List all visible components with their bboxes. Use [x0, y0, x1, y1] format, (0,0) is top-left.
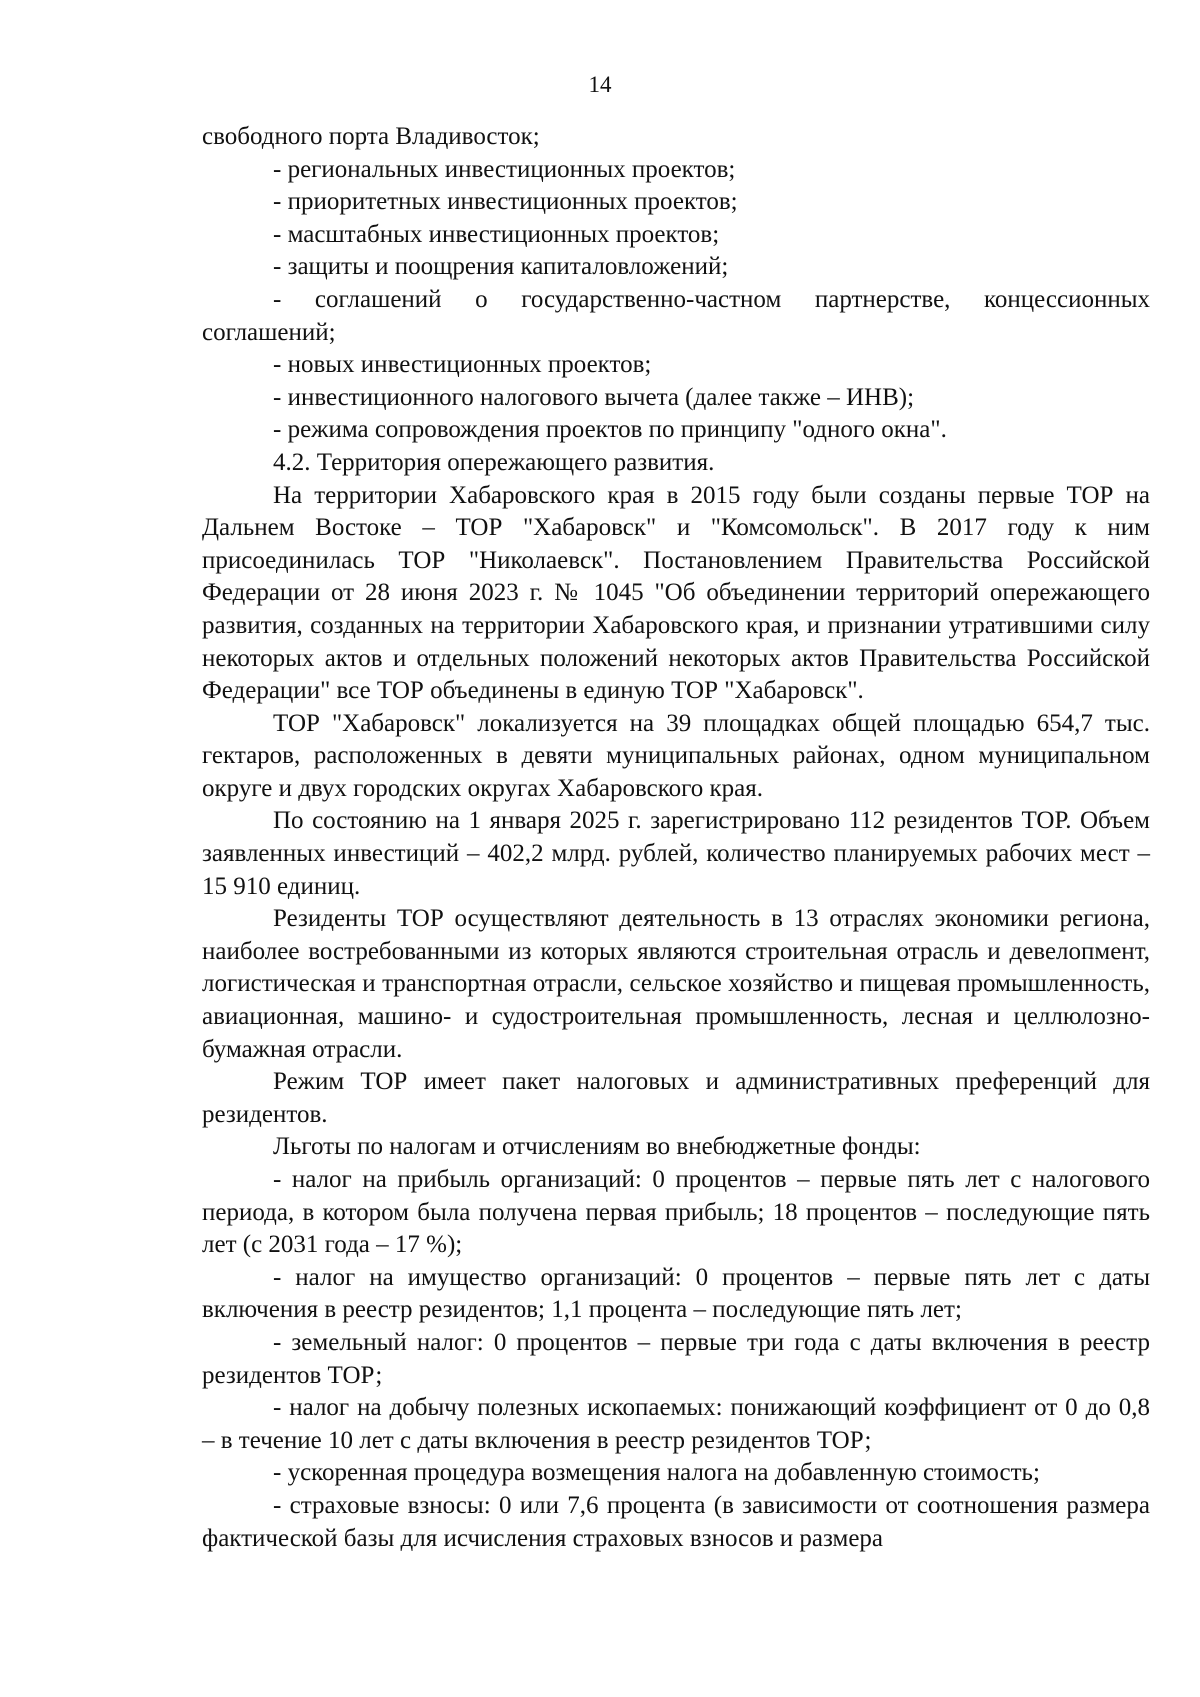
list-item: - режима сопровождения проектов по принципу "одного окна".: [273, 416, 947, 444]
list-item: - страховые взносы: 0 или 7,6 процента (в зависимости от соотношения размера фактической базы для исчисления страховых взносов и размера: [202, 1491, 1150, 1552]
document-body: [202, 121, 1150, 1555]
paragraph: свободного порта Владивосток;: [202, 123, 540, 150]
list-item: - ускоренная процедура возмещения налога на добавленную стоимость;: [273, 1459, 1040, 1487]
paragraph: По состоянию на 1 января 2025 г. зарегистрировано 112 резидентов ТОР. Объем заявленных инвестиций – 402,2 млрд. рублей, количество планируемых рабочих мест – 15 910 единиц.: [202, 807, 1150, 900]
paragraph: На территории Хабаровского края в 2015 году были созданы первые ТОР на Дальнем Востоке – ТОР "Хабаровск" и "Комсомольск". В 2017 году к ним присоединилась ТОР "Николаевск". Постановлением Правительства Российской Федерации от 28 июня 2023 г. № 1045 "Об объединении территорий опережающего развития, созданных на территории Хабаровского края, и признании утратившими силу некоторых актов и отдельных положений некоторых актов Правительства Российской Федерации" все ТОР объединены в единую ТОР "Хабаровск".: [202, 481, 1150, 705]
paragraph: Режим ТОР имеет пакет налоговых и административных преференций для резидентов.: [202, 1068, 1150, 1128]
section-heading: 4.2. Территория опережающего развития.: [273, 448, 715, 476]
paragraph: Резиденты ТОР осуществляют деятельность в 13 отраслях экономики региона, наиболее востребованными из которых являются строительная отрасль и девелопмент, логистическая и транспортная отрасли, сельское хозяйство и пищевая промышленность, авиационная, машино- и судостроительная промышленность, лесная и целлюлозно-бумажная отрасли.: [202, 905, 1150, 1063]
list-item: - инвестиционного налогового вычета (далее также – ИНВ);: [273, 383, 915, 411]
list-item: - новых инвестиционных проектов;: [273, 351, 652, 379]
list-item: - налог на прибыль организаций: 0 процентов – первые пять лет с налогового периода, в котором была получена первая прибыль; 18 процентов – последующие пять лет (с 2031 года – 17 %);: [202, 1166, 1150, 1259]
page-number: 14: [588, 72, 612, 97]
list-item: - налог на добычу полезных ископаемых: понижающий коэффициент от 0 до 0,8 – в течение 10 лет с даты включения в реестр резидентов ТОР;: [202, 1394, 1150, 1454]
list-item: - региональных инвестиционных проектов;: [273, 155, 736, 183]
list-item: - налог на имущество организаций: 0 процентов – первые пять лет с даты включения в реестр резидентов; 1,1 процента – последующие пять лет;: [202, 1263, 1150, 1324]
list-item: - соглашений о государственно-частном партнерстве, концессионных соглашений;: [202, 285, 1150, 346]
list-item: - защиты и поощрения капиталовложений;: [273, 253, 729, 281]
list-item: - приоритетных инвестиционных проектов;: [273, 188, 738, 216]
paragraph: Льготы по налогам и отчислениям во внебюджетные фонды:: [273, 1133, 921, 1161]
list-item: - земельный налог: 0 процентов – первые три года с даты включения в реестр резидентов ТОР;: [202, 1328, 1150, 1389]
list-item: - масштабных инвестиционных проектов;: [273, 220, 720, 248]
paragraph: ТОР "Хабаровск" локализуется на 39 площадках общей площадью 654,7 тыс. гектаров, расположенных в девяти муниципальных районах, одном муниципальном округе и двух городских округах Хабаровского края.: [202, 709, 1150, 802]
